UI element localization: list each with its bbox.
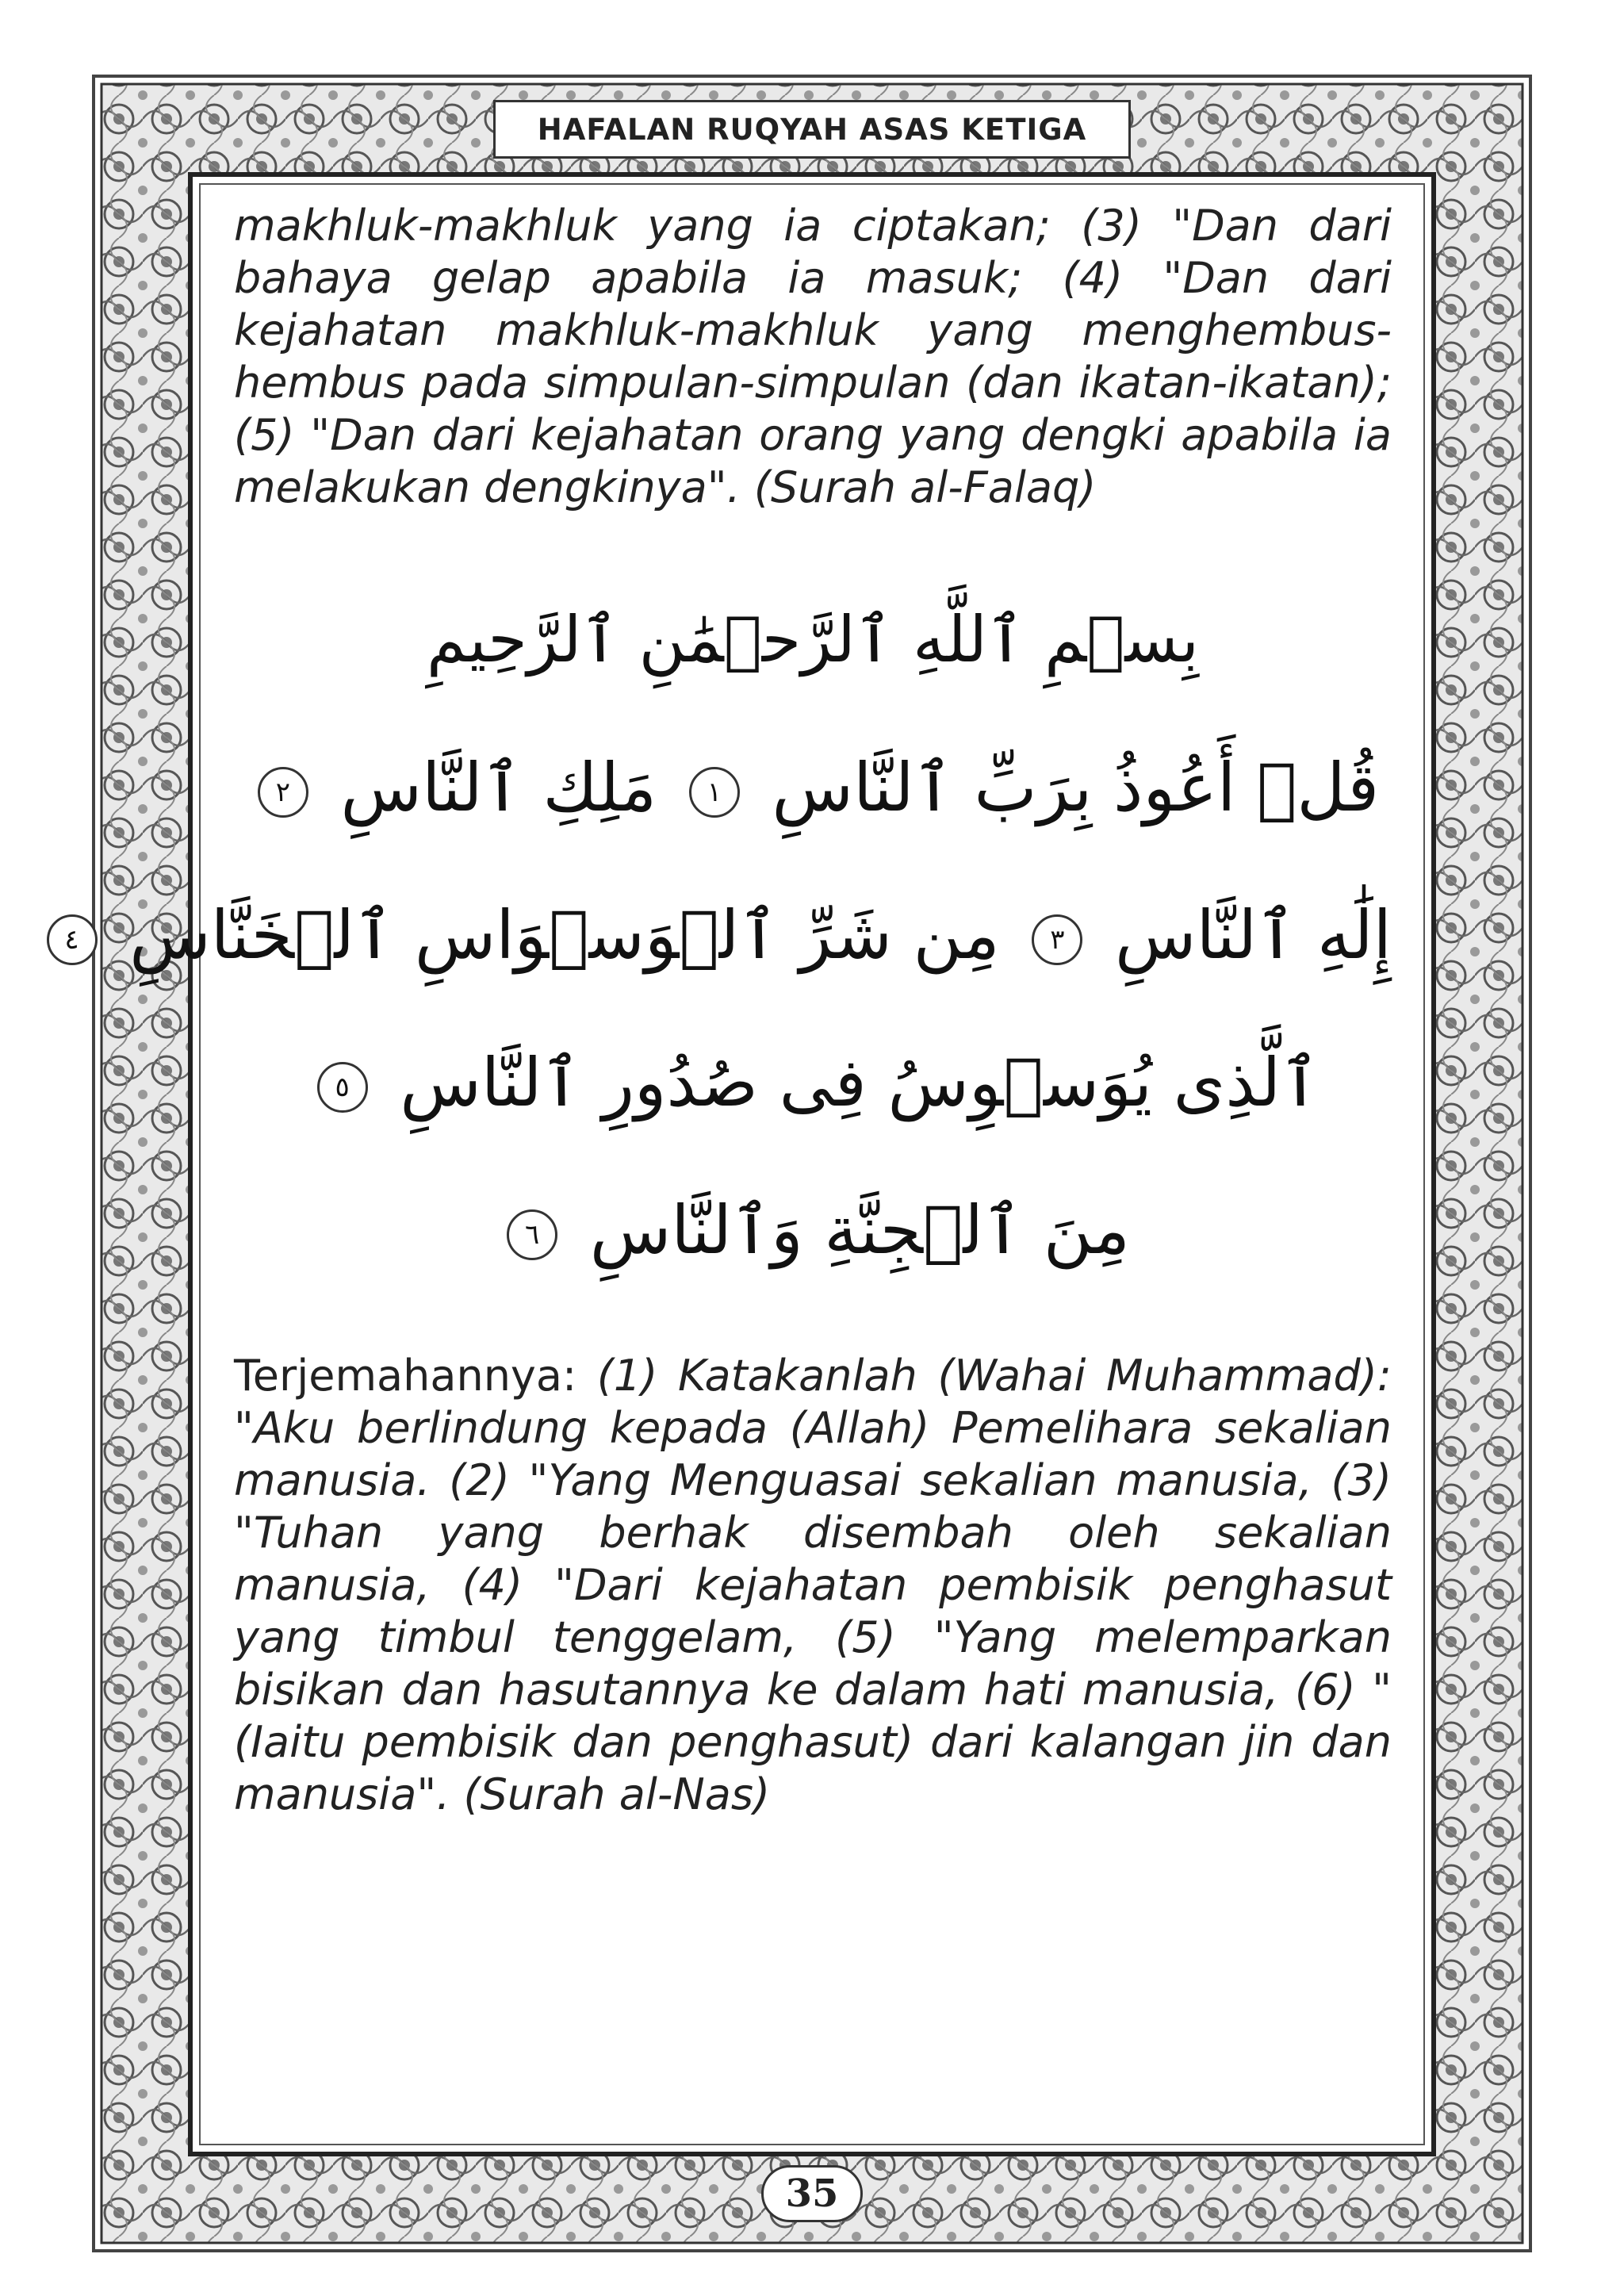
page-number: 35 (785, 2171, 839, 2216)
ayah-number-marker: ٥ (317, 1062, 368, 1113)
ayah-number-marker: ١ (689, 767, 740, 818)
translation-body: (1) Katakanlah (Wahai Muhammad): "Aku berlindung kepada (Allah) Pemelihara sekalian manusia. (2) "Yang Menguasai sekalian manusia, (3) "Tuhan yang berhak disembah oleh sekalian manusia, (4) "Dari kejahatan pembisik penghasut yang timbul tenggelam, (5) "Yang melemparkan bisikan dan hasutannya ke dalam hati manusia, (6) "(Iaitu pembisik dan penghasut) dari kalangan jin dan manusia". (Surah al-Nas) (234, 1351, 1392, 1819)
ayah-3-text: إِلَٰهِ ٱلنَّاسِ (1115, 896, 1392, 974)
page-content (64, 200, 1392, 1821)
ayah-number-marker: ٣ (1032, 914, 1082, 965)
translation-falaq: makhluk-makhluk yang ia ciptakan; (3) "Dan dari bahaya gelap apabila ia masuk; (4) "Dan dari kejahatan makhluk-makhluk yang menghembus-hembus pada simpulan-simpulan (dan ikatan-ikatan); (5) "Dan dari kejahatan orang yang dengki apabila ia melakukan dengkinya". (Surah al-Falaq) (234, 201, 1392, 512)
ayah-5-text: ٱلَّذِى يُوَسۡوِسُ فِى صُدُورِ ٱلنَّاسِ (400, 1044, 1320, 1121)
ayah-line-3 (234, 1009, 1392, 1156)
ayah-4-text: مِن شَرِّ ٱلۡوَسۡوَاسِ ٱلۡخَنَّاسِ (129, 896, 1000, 974)
ayah-number-marker: ٦ (507, 1209, 557, 1260)
surah-an-nas-arabic (64, 566, 1392, 1304)
header-title: HAFALAN RUQYAH ASAS KETIGA (537, 112, 1087, 147)
ayah-number-marker: ٤ (47, 914, 98, 965)
ayah-number-marker: ٢ (258, 767, 308, 818)
ayah-2-text: مَلِكِ ٱلنَّاسِ (340, 749, 657, 826)
running-header (493, 100, 1131, 159)
basmalah: بِسۡمِ ٱللَّهِ ٱلرَّحۡمَٰنِ ٱلرَّحِيمِ (426, 603, 1200, 677)
translation-nas (234, 1350, 1392, 1821)
ayah-line-1 (234, 714, 1392, 861)
ayah-line-4 (234, 1156, 1392, 1304)
ayah-line-2 (64, 861, 1392, 1009)
ayah-1-text: قُلۡ أَعُوذُ بِرَبِّ ٱلنَّاسِ (772, 749, 1380, 826)
page-number-badge (761, 2165, 863, 2222)
translation-lead: Terjemahannya: (234, 1351, 577, 1401)
ayah-6-text: مِنَ ٱلۡجِنَّةِ وَٱلنَّاسِ (589, 1191, 1130, 1269)
